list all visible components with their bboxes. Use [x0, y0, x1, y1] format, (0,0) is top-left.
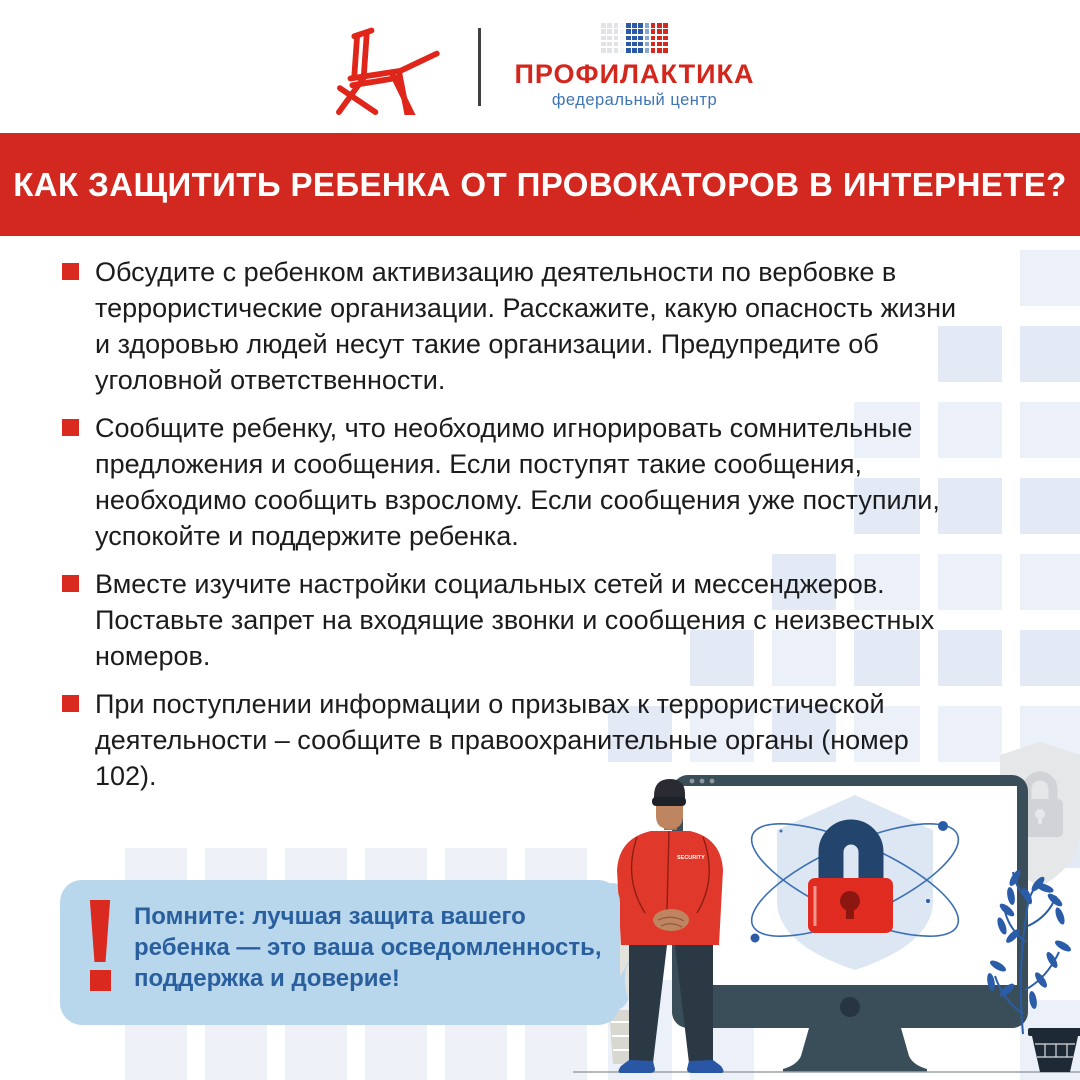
svg-text:SECURITY: SECURITY: [677, 855, 705, 861]
list-item-text: Вместе изучите настройки социальных сетей и мессенджеров. Поставьте запрет на входящие звонки и сообщения с неизвестных номеров.: [95, 569, 935, 671]
chair-line-logo-icon: [326, 19, 444, 115]
brand-name: ПРОФИЛАКТИКА: [514, 58, 755, 89]
main-content: [62, 236, 1022, 806]
pixel-grid-logo-icon: [601, 23, 667, 52]
header-divider: [478, 28, 481, 106]
page-title: КАК ЗАЩИТИТЬ РЕБЕНКА ОТ ПРОВОКАТОРОВ В ИНТЕРНЕТЕ?: [13, 165, 1067, 203]
security-illustration: [555, 738, 1080, 1080]
reminder-note-box: [60, 880, 620, 1025]
title-banner: [0, 133, 1080, 236]
header: [0, 0, 1080, 133]
list-item-text: Сообщите ребенку, что необходимо игнорировать сомнительные предложения и сообщения. Если поступят такие сообщения, необходимо сообщить взрослому. Если сообщения уже поступили, успокойте и поддержите ребенка.: [95, 413, 940, 551]
reminder-note-text: Помните: лучшая защита вашего ребенка — это ваша осведомленность, поддержка и доверие!: [134, 903, 602, 992]
list-item: [62, 410, 1022, 554]
bullet-square-icon: [62, 575, 79, 592]
list-item-text: Обсудите с ребенком активизацию деятельности по вербовке в террористические организации. Расскажите, какую опасность жизни и здоровью людей несут такие организации. Предупредите об уголовной ответственности.: [95, 257, 957, 395]
list-item: [62, 254, 1022, 398]
bullet-square-icon: [62, 419, 79, 436]
advice-list: [62, 236, 1022, 794]
list-item: [62, 566, 1022, 674]
bullet-square-icon: [62, 695, 79, 712]
brand-subtitle: федеральный центр: [551, 90, 718, 109]
bullet-square-icon: [62, 263, 79, 280]
brand-logo: [515, 23, 755, 110]
monitor-illustration: [672, 775, 1028, 1072]
exclamation-icon: [88, 900, 112, 991]
list-item-text: При поступлении информации о призывах к террористической деятельности – сообщите в правоохранительные органы (номер 102).: [95, 689, 909, 791]
